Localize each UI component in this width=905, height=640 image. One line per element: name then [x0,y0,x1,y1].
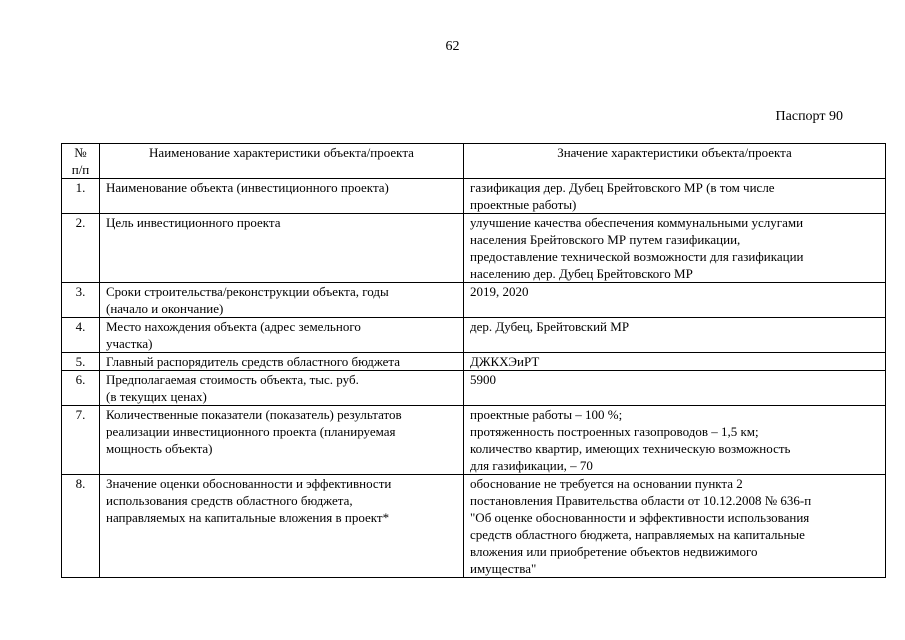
characteristic-name-line: (начало и окончание) [106,301,224,316]
characteristic-name-line: мощность объекта) [106,441,213,456]
characteristic-name [100,353,464,371]
characteristic-name-line: направляемых на капитальные вложения в проект* [106,510,390,525]
characteristic-name [100,406,464,475]
table-body [62,179,886,578]
characteristic-name [100,179,464,214]
characteristic-name-line: участка) [106,336,153,351]
characteristic-value-line: дер. Дубец, Брейтовский МР [470,319,630,334]
table-row [62,283,886,318]
characteristic-value [464,353,886,371]
characteristic-value-line: 5900 [470,372,496,387]
characteristic-name-line: Предполагаемая стоимость объекта, тыс. руб. [106,372,359,387]
header-value: Значение характеристики объекта/проекта [464,144,886,179]
characteristic-value-line: имущества" [470,561,537,576]
characteristic-value-line: населению дер. Дубец Брейтовского МР [470,266,693,281]
characteristic-name-line: использования средств областного бюджета, [106,493,353,508]
header-name: Наименование характеристики объекта/проекта [100,144,464,179]
row-number: 3. [62,283,100,318]
table-row [62,214,886,283]
characteristic-name [100,318,464,353]
characteristic-name-line: Цель инвестиционного проекта [106,215,281,230]
table-row [62,318,886,353]
characteristic-value [464,283,886,318]
table-row [62,475,886,578]
characteristic-name-line: Сроки строительства/реконструкции объекта, годы [106,284,389,299]
characteristic-name-line: Значение оценки обоснованности и эффективности [106,476,392,491]
table-header-row [62,144,886,179]
row-number: 8. [62,475,100,578]
characteristic-name-line: Количественные показатели (показатель) результатов [106,407,402,422]
characteristic-value [464,475,886,578]
characteristic-name-line: Главный распорядитель средств областного бюджета [106,354,401,369]
header-num-line: п/п [71,162,90,177]
characteristic-name-line: (в текущих ценах) [106,389,207,404]
passport-label: Паспорт 90 [775,109,843,124]
characteristic-value-line: вложения или приобретение объектов недвижимого [470,544,758,559]
characteristic-value-line: средств областного бюджета, направляемых на капитальные [470,527,805,542]
characteristic-value-line: населения Брейтовского МР путем газификации, [470,232,741,247]
characteristic-value [464,179,886,214]
characteristic-value-line: протяженность построенных газопроводов – 1,5 км; [470,424,759,439]
characteristic-value-line: улучшение качества обеспечения коммунальными услугами [470,215,804,230]
table-row [62,406,886,475]
characteristic-value-line: проектные работы) [470,197,577,212]
table-row [62,179,886,214]
characteristic-value-line: проектные работы – 100 %; [470,407,623,422]
characteristic-value-line: количество квартир, имеющих техническую возможность [470,441,791,456]
characteristic-name [100,371,464,406]
page-number: 62 [445,39,460,54]
header-num-line: № [74,145,87,160]
characteristic-name-line: Место нахождения объекта (адрес земельного [106,319,361,334]
characteristic-value-line: газификация дер. Дубец Брейтовского МР (в том числе [470,180,775,195]
characteristic-name-line: реализации инвестиционного проекта (планируемая [106,424,396,439]
table-row [62,353,886,371]
characteristic-value-line: предоставление технической возможности для газификации [470,249,804,264]
characteristic-value [464,318,886,353]
characteristic-value-line: "Об оценке обоснованности и эффективности использования [470,510,810,525]
row-number: 1. [62,179,100,214]
characteristic-value-line: постановления Правительства области от 10.12.2008 № 636-п [470,493,812,508]
row-number: 5. [62,353,100,371]
row-number: 4. [62,318,100,353]
row-number: 2. [62,214,100,283]
characteristic-value [464,406,886,475]
table-row [62,371,886,406]
characteristic-value [464,371,886,406]
characteristic-value-line: ДЖКХЭиРТ [470,354,540,369]
header-num [62,144,100,179]
characteristic-name [100,214,464,283]
characteristic-value-line: 2019, 2020 [470,284,529,299]
characteristic-name [100,475,464,578]
row-number: 7. [62,406,100,475]
characteristic-value [464,214,886,283]
row-number: 6. [62,371,100,406]
characteristic-name-line: Наименование объекта (инвестиционного проекта) [106,180,389,195]
characteristic-name [100,283,464,318]
characteristic-value-line: обоснование не требуется на основании пункта 2 [470,476,743,491]
passport-table [61,143,886,578]
characteristic-value-line: для газификации, – 70 [470,458,593,473]
